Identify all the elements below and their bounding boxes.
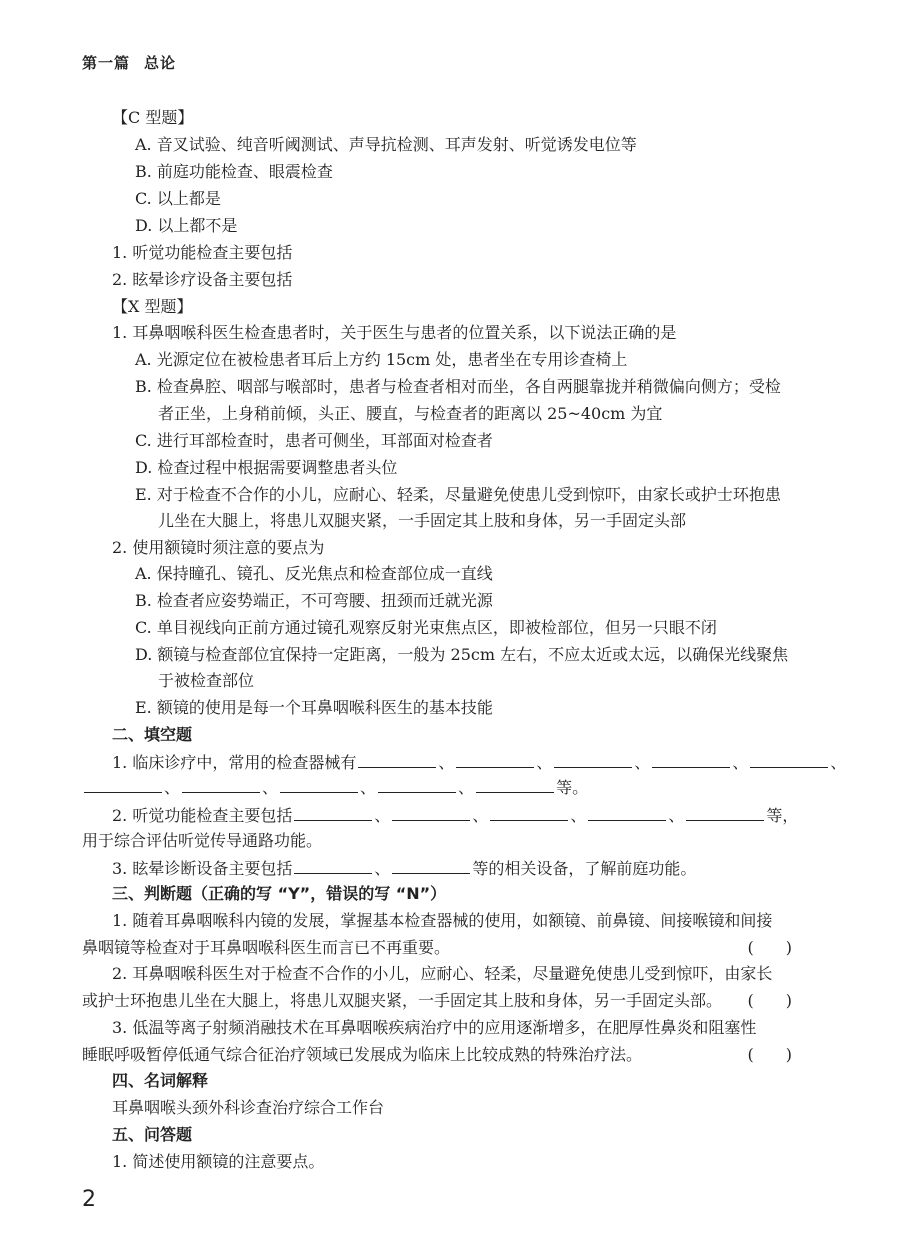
answer-blank[interactable] <box>554 751 632 768</box>
c-option-c: C. 以上都是 <box>135 189 221 208</box>
blank-separator: 、 <box>472 806 489 825</box>
running-header <box>82 52 176 73</box>
answer-blank[interactable] <box>456 751 534 768</box>
answer-blank[interactable] <box>294 857 372 874</box>
fill-q2-text: 2. 听觉功能检查主要包括 <box>112 806 293 825</box>
answer-blank[interactable] <box>392 804 470 821</box>
fill-heading: 二、填空题 <box>112 725 193 744</box>
c-question-2: 2. 眩晕诊疗设备主要包括 <box>112 270 293 289</box>
c-option-d: D. 以上都不是 <box>135 216 238 235</box>
answer-blank[interactable] <box>750 751 828 768</box>
judge-heading: 三、判断题（正确的写 “Y”，错误的写 “N”） <box>112 884 447 903</box>
answer-blank[interactable] <box>686 804 764 821</box>
answer-blank[interactable] <box>280 776 358 793</box>
fill-q3 <box>112 857 696 880</box>
x-q2-option-c: C. 单目视线向正前方通过镜孔观察反射光束焦点区，即被检部位，但另一只眼不闭 <box>135 618 717 637</box>
qa-heading: 五、问答题 <box>112 1125 193 1144</box>
blank-separator: 、 <box>732 753 749 772</box>
answer-blank[interactable] <box>182 776 260 793</box>
judge-q2: 2. 耳鼻咽喉科医生对于检查不合作的小儿，应耐心、轻柔，尽量避免使患儿受到惊吓，由家长 <box>112 964 773 983</box>
fill-q1-cont <box>82 776 588 799</box>
x-q2-option-a: A. 保持瞳孔、镜孔、反光焦点和检查部位成一直线 <box>135 564 493 583</box>
x-q2-option-d: D. 额镜与检查部位宜保持一定距离，一般为 25cm 左右，不应太近或太远，以确保光线聚焦 <box>135 645 789 664</box>
answer-blank[interactable] <box>358 751 436 768</box>
x-q2-option-d-cont: 于被检查部位 <box>158 671 255 690</box>
fill-q3-text: 3. 眩晕诊断设备主要包括 <box>112 859 293 878</box>
blank-separator: 、 <box>570 806 587 825</box>
answer-blank[interactable] <box>588 804 666 821</box>
judge-q1-cont: 鼻咽镜等检查对于耳鼻咽喉科医生而言已不再重要。 <box>82 938 451 957</box>
judge-q1: 1. 随着耳鼻咽喉科内镜的发展，掌握基本检查器械的使用，如额镜、前鼻镜、间接喉镜和间接 <box>112 911 773 930</box>
x-q1-option-d: D. 检查过程中根据需要调整患者头位 <box>135 458 398 477</box>
fill-q1-text: 1. 临床诊疗中，常用的检查器械有 <box>112 753 357 772</box>
fill-q2-cont: 用于综合评估听觉传导通路功能。 <box>82 831 323 850</box>
page-number: 2 <box>82 1187 96 1212</box>
chapter-title: 总论 <box>144 54 177 72</box>
judge-q2-cont: 或护士环抱患儿坐在大腿上，将患儿双腿夹紧，一手固定其上肢和身体，另一手固定头部。 <box>82 991 723 1010</box>
c-type-heading: 【C 型题】 <box>112 108 194 127</box>
blank-separator: 、 <box>458 778 475 797</box>
fill-q1-end: 等。 <box>556 778 589 797</box>
fill-q1 <box>112 751 846 774</box>
answer-parentheses[interactable]: ( ) <box>747 1045 792 1064</box>
answer-blank[interactable] <box>476 776 554 793</box>
answer-parentheses[interactable]: ( ) <box>747 991 792 1010</box>
blank-separator: 、 <box>438 753 455 772</box>
blank-separator: 、 <box>374 806 391 825</box>
blank-separator: 、 <box>830 753 847 772</box>
c-question-1: 1. 听觉功能检查主要包括 <box>112 243 293 262</box>
terms-item: 耳鼻咽喉头颈外科诊查治疗综合工作台 <box>112 1098 385 1117</box>
blank-separator: 、 <box>164 778 181 797</box>
blank-separator: 、 <box>262 778 279 797</box>
blank-separator: 、 <box>536 753 553 772</box>
c-option-a: A. 音叉试验、纯音听阈测试、声导抗检测、耳声发射、听觉诱发电位等 <box>135 135 637 154</box>
x-q1-option-b-cont: 者正坐，上身稍前倾，头正、腰直，与检查者的距离以 25~40cm 为宜 <box>158 404 663 423</box>
x-q2-stem: 2. 使用额镜时须注意的要点为 <box>112 538 325 557</box>
fill-q2-end: 等， <box>766 806 799 825</box>
fill-q3-end: 等的相关设备，了解前庭功能。 <box>472 859 697 878</box>
blank-separator: 、 <box>634 753 651 772</box>
x-type-heading: 【X 型题】 <box>112 297 193 316</box>
answer-blank[interactable] <box>294 804 372 821</box>
judge-q3: 3. 低温等离子射频消融技术在耳鼻咽喉疾病治疗中的应用逐渐增多，在肥厚性鼻炎和阻塞性 <box>112 1018 757 1037</box>
blank-separator: 、 <box>668 806 685 825</box>
judge-q3-cont: 睡眠呼吸暂停低通气综合征治疗领域已发展成为临床上比较成熟的特殊治疗法。 <box>82 1045 643 1064</box>
terms-heading: 四、名词解释 <box>112 1071 209 1090</box>
part-label: 第一篇 <box>82 54 131 72</box>
blank-separator: 、 <box>374 859 391 878</box>
answer-blank[interactable] <box>378 776 456 793</box>
x-q1-option-e: E. 对于检查不合作的小儿，应耐心、轻柔，尽量避免使患儿受到惊吓，由家长或护士环抱患 <box>135 485 781 504</box>
blank-separator: 、 <box>360 778 377 797</box>
answer-blank[interactable] <box>652 751 730 768</box>
answer-blank[interactable] <box>84 776 162 793</box>
x-q1-option-b: B. 检查鼻腔、咽部与喉部时，患者与检查者相对而坐，各自两腿靠拢并稍微偏向侧方；受检 <box>135 377 781 396</box>
x-q1-option-a: A. 光源定位在被检患者耳后上方约 15cm 处，患者坐在专用诊查椅上 <box>135 350 628 369</box>
x-q1-option-e-cont: 儿坐在大腿上，将患儿双腿夹紧，一手固定其上肢和身体，另一手固定头部 <box>158 511 687 530</box>
x-q1-option-c: C. 进行耳部检查时，患者可侧坐，耳部面对检查者 <box>135 431 493 450</box>
qa-q1: 1. 简述使用额镜的注意要点。 <box>112 1152 325 1171</box>
c-option-b: B. 前庭功能检查、眼震检查 <box>135 162 333 181</box>
answer-blank[interactable] <box>392 857 470 874</box>
answer-blank[interactable] <box>490 804 568 821</box>
x-q1-stem: 1. 耳鼻咽喉科医生检查患者时，关于医生与患者的位置关系，以下说法正确的是 <box>112 323 677 342</box>
answer-parentheses[interactable]: ( ) <box>747 938 792 957</box>
fill-q2 <box>112 804 798 827</box>
x-q2-option-e: E. 额镜的使用是每一个耳鼻咽喉科医生的基本技能 <box>135 698 493 717</box>
x-q2-option-b: B. 检查者应姿势端正，不可弯腰、扭颈而迁就光源 <box>135 591 493 610</box>
